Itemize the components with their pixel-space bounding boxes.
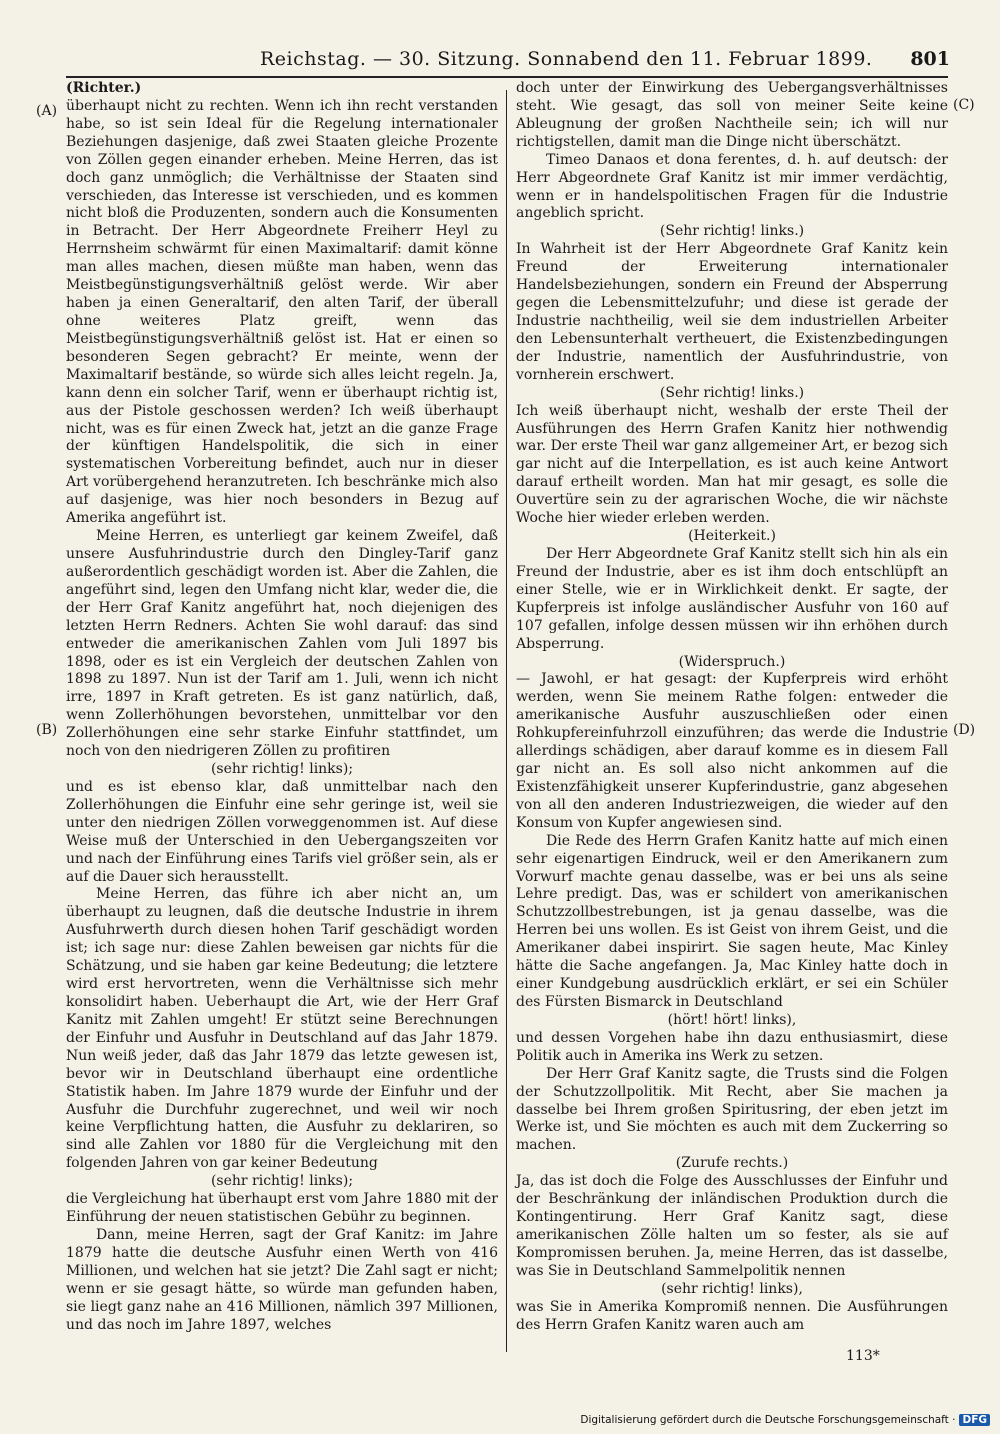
paragraph: — Jawohl, er hat gesagt: der Kupferpreis wird erhöht werden, wenn Sie meinem Rathe folgen: entweder die amerikanische Ausfuhr auszuschließen oder einen Rohkupfereinfuhrzoll einzuführen; das werde die Industrie allerdings schädigen, aber darauf komme es in diesem Fall gar nicht an. Es soll also nicht ankommen auf die Existenzfähigkeit unserer Kupferindustrie, ganz abgesehen von all den anderen Industriezweigen, die wieder auf den Konsum von Kupfer angewiesen sind. [516,671,948,831]
interjection: (sehr richtig! links); [210,761,354,778]
interjection: (Widerspruch.) [678,653,786,670]
signature-mark: 113* [846,1348,880,1364]
paragraph: Timeo Danaos et dona ferentes, d. h. auf deutsch: der Herr Abgeordnete Graf Kanitz ist mir immer verdächtig, wenn er in handelspolitischen Fragen für die Industrie angeblich spricht. [516,151,948,222]
paragraph: Meine Herren, das führe ich aber nicht an, um überhaupt zu leugnen, daß die deutsche Industrie in ihrem Ausfuhrwerth durch diesen hohen Tarif geschädigt worden ist; ich sage nur: diese Zahlen beweisen gar nichts für die Schätzung, und sie haben gar keine Bedeutung; die letztere wird erst hervortreten, wenn die Verhältnisse sich mehr konsolidirt haben. Ueberhaupt die Art, wie der Herr Graf Kanitz mit Zahlen umgeht! Er stützt seine Berechnungen der Einfuhr und Ausfuhr in Deutschland auf das Jahr 1879. Nun weiß jeder, daß das Jahr 1879 das letzte gewesen ist, bevor wir in Deutschland überhaupt eine ordentliche Statistik haben. Im Jahre 1879 wurde der Einfuhr und der Ausfuhr die Durchfuhr zugerechnet, und weil wir noch keine Verpflichtung hatten, die Ausfuhr zu deklariren, so sind alle Zahlen vor 1880 für die Vergleichung mit den folgenden Jahren von gar keiner Bedeutung [66,886,498,1172]
paragraph: und es ist ebenso klar, daß unmittelbar nach den Zollerhöhungen die Einfuhr eine sehr geringe ist, weil sie unter den niedrigen Zöllen vorweggenommen ist. Auf diese Weise muß der Unterschied in den Uebergangszeiten vor und nach der Einführung eines Tarifs viel größer sein, als er auf die Dauer sich herausstellt. [66,778,498,885]
paragraph: Die Rede des Herrn Grafen Kanitz hatte auf mich einen sehr eigenartigen Eindruck, weil er den Amerikanern zum Vorwurf machte genau dasselbe, was er bei uns als seine Lehre predigt. Das, was er schildert von amerikanischen Schutzzollbestrebungen, ist ja genau dasselbe, was die Herren bei uns wollen. Es ist Geist von ihrem Geist, und die Amerikaner dabei inspirirt. Sie sagen heute, Mac Kinley hätte die Sache angefangen. Ja, Mac Kinley hatte doch in einer Kundgebung ausdrücklich erklärt, er sei ein Schüler des Fürsten Bismarck in Deutschland [516,832,948,1011]
paragraph: Ich weiß überhaupt nicht, weshalb der erste Theil der Ausführungen des Herrn Grafen Kanitz hier nothwendig war. Der erste Theil war ganz allgemeiner Art, er bezog sich gar nicht auf die Interpellation, es ist auch keine Antwort darauf ertheilt worden. Man hat mir gesagt, es solle die Ouvertüre sein zu der agrarischen Woche, die wir nächste Woche hier wieder erleben werden. [516,402,948,527]
margin-marker-c: (C) [953,97,975,113]
interjection: (Heiterkeit.) [688,528,776,545]
page-number: 801 [910,48,950,70]
paragraph: Der Herr Graf Kanitz sagte, die Trusts sind die Folgen der Schutzzollpolitik. Mit Recht, aber Sie machen ja dasselbe bei Ihrem großen Spiritusring, der eben jetzt im Werke ist, und Sie möchten es auch mit dem Zuckerring so machen. [516,1065,948,1154]
interjection: (Sehr richtig! links.) [659,384,805,401]
paragraph: und dessen Vorgehen habe ihn dazu enthusiasmirt, diese Politik auch in Amerika ins Werk zu setzen. [516,1029,948,1064]
interjection: (sehr richtig! links), [661,1280,803,1297]
paragraph: Ja, das ist doch die Folge des Ausschlusses der Einfuhr und der Beschränkung der inländischen Produktion durch die Kontingentirung. Herr Graf Kanitz sagt, diese amerikanischen Zölle halten um so fester, als sie auf Kompromissen beruhen. Ja, meine Herren, das ist dasselbe, was Sie in Deutschland Sammelpolitik nennen [516,1173,948,1279]
paragraph: überhaupt nicht zu rechten. Wenn ich ihn recht verstanden habe, so ist sein Ideal für die Regelung internationaler Beziehungen dasjenige, daß zwei Staaten gleiche Prozente von Zöllen gegen einander erheben. Meine Herren, das ist doch ganz unmöglich; die Verhältnisse der Staaten sind verschieden, das Interesse ist verschieden, und es kommen nicht bloß die Produzenten, sondern auch die Konsumenten in Betracht. Der Herr Abgeordnete Freiherr Heyl zu Herrnsheim schwärmt für einen Maximaltarif: damit könne man alles machen, diesen müßte man haben, wenn das Meistbegünstigungsverhältniß gelöst werde. Wir aber haben ja einen Generaltarif, den alten Tarif, der überall ohne weiteres Platz greift, wenn das Meistbegünstigungsverhältniß gelöst ist. Hat er einen so besonderen Segen gebracht? Er meinte, wenn der Maximaltarif bestände, so würde sich alles leicht regeln. Ja, kann denn ein solcher Tarif, wenn er überhaupt richtig ist, aus der Pistole geschossen werden? Ich weiß überhaupt nicht, was es für einen Zweck hat, jetzt an die ganze Frage der künftigen Handelspolitik, die sich in einer systematischen Vorbereitung befindet, auch nur in dieser Art vorübergehend heranzutreten. Ich beschränke mich also auf dasjenige, was hier noch besonders in Bezug auf Amerika angeführt ist. [66,97,498,527]
paragraph: was Sie in Amerika Kompromiß nennen. Die Ausführungen des Herrn Grafen Kanitz waren auch am [516,1298,948,1333]
interjection: (sehr richtig! links); [210,1173,354,1190]
paragraph: die Vergleichung hat überhaupt erst vom Jahre 1880 mit der Einführung der neuen statistischen Gebühr zu beginnen. [66,1191,498,1226]
interjection: (hört! hört! links), [667,1011,797,1028]
dfg-logo: DFG [959,1414,990,1426]
interjection: (Sehr richtig! links.) [659,223,805,240]
margin-marker-a: (A) [36,103,58,119]
footer-text: Digitalisierung gefördert durch die Deutsche Forschungsgemeinschaft · [580,1414,956,1426]
speaker-label: (Richter.) [66,80,142,96]
paragraph: Dann, meine Herren, sagt der Graf Kanitz: im Jahre 1879 hatte die deutsche Ausfuhr einen Werth von 416 Millionen, und welchen hat sie jetzt? Die Zahl sagt er nicht; wenn er sie gesagt hätte, so würde man gefunden haben, sie liegt ganz nahe an 416 Millionen, nämlich 397 Millionen, und das noch im Jahre 1897, welches [66,1227,498,1333]
interjection: (Zurufe rechts.) [675,1155,789,1172]
page-header [60,44,950,74]
left-column [66,80,498,1335]
column-divider [506,90,507,1352]
paragraph: Meine Herren, es unterliegt gar keinem Zweifel, daß unsere Ausfuhrindustrie durch den Dingley-Tarif ganz außerordentlich geschädigt worden ist. Aber die Zahlen, die angeführt sind, legen den Umfang nicht klar, weder die, die der Herr Graf Kanitz angeführt hat, noch diejenigen des letzten Herrn Redners. Achten Sie wohl darauf: das sind entweder die amerikanischen Zahlen vom Juli 1897 bis 1898, oder es ist ein Vergleich der deutschen Zahlen von 1898 zu 1897. Nun ist der Tarif am 1. Juli, wenn ich nicht irre, 1897 in Kraft getreten. Es ist ganz natürlich, daß, wenn Zollerhöhungen bevorstehen, unmittelbar vor den Zollerhöhungen eine sehr starke Einfuhr stattfindet, um noch von den niedrigeren Zöllen zu profitiren [66,528,498,760]
footer-credit [580,1414,990,1426]
header-rule [66,76,948,78]
right-column [516,80,948,1335]
paragraph: In Wahrheit ist der Herr Abgeordnete Graf Kanitz kein Freund der Erweiterung internationaler Handelsbeziehungen, sondern ein Freund der Absperrung gegen die Lebensmittelzufuhr; und diese ist gerade der Industrie nachtheilig, weil sie dem industriellen Arbeiter den Lebensunterhalt vertheuert, die Existenzbedingungen der Industrie, namentlich der Ausfuhrindustrie, von vornherein erschwert. [516,241,948,383]
paragraph: Der Herr Abgeordnete Graf Kanitz stellt sich hin als ein Freund der Industrie, aber es ist ihm doch entschlüpft an einer Stelle, wie er in Wirklichkeit denkt. Er sagte, der Kupferpreis ist infolge ausländischer Ausfuhr von 160 auf 107 gefallen, infolge dessen müssen wir ihn erhöhen durch Absperrung. [516,545,948,652]
margin-marker-d: (D) [953,722,976,738]
running-title: Reichstag. — 30. Sitzung. Sonnabend den 11. Februar 1899. [260,48,873,70]
margin-marker-b: (B) [36,722,58,738]
paragraph: doch unter der Einwirkung des Uebergangsverhältnisses steht. Wie gesagt, das soll von meiner Seite keine Ableugnung der großen Nachtheile sein; ich will nur richtigstellen, damit man die Dinge nicht überschätzt. [516,80,948,150]
